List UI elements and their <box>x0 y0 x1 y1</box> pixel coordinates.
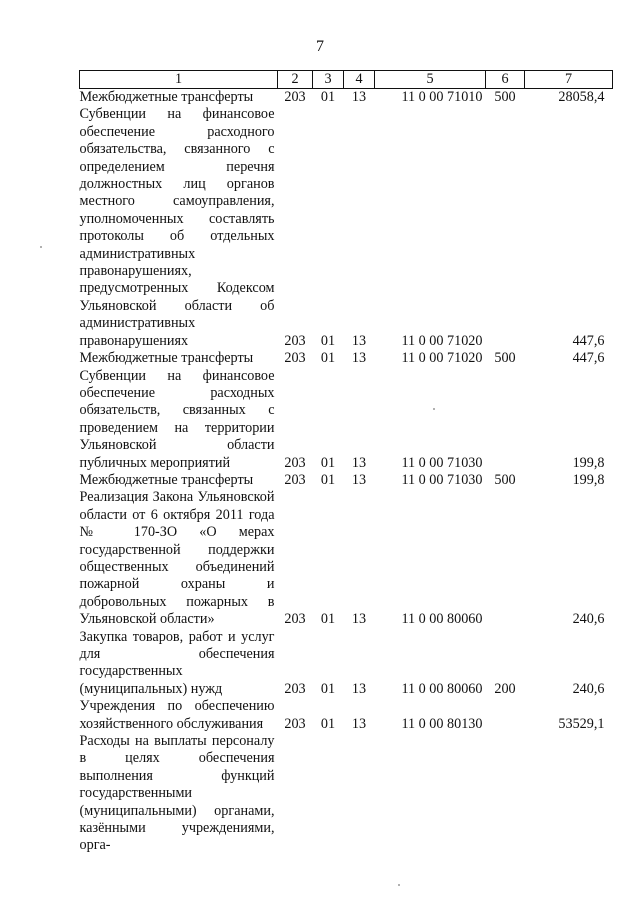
table-row <box>80 368 613 472</box>
section-code-cell: 01 <box>320 611 336 628</box>
expense-type-cell: 500 <box>494 471 516 488</box>
description-cell: Субвенции на финансовое обеспечение расходного обязательства, связанного с определением перечня должностных лиц органов местного самоуправления, уполномоченных составлять протоколы об отдельных административных правонарушениях, предусмотренных Кодексом Ульяновской области об административных правонарушениях <box>79 106 275 349</box>
section-code-cell: 01 <box>320 89 336 105</box>
budget-table <box>79 70 613 855</box>
description-cell: Межбюджетные трансферты <box>79 350 254 367</box>
header-col-3: 3 <box>313 71 344 89</box>
header-col-7: 7 <box>525 71 613 89</box>
expense-type-cell <box>486 106 525 350</box>
grbs-code-cell: 203 <box>284 680 306 697</box>
section-code-cell: 01 <box>320 471 336 488</box>
subsection-code-cell: 13 <box>351 680 367 697</box>
subsection-code-cell: 13 <box>351 611 367 628</box>
target-article-cell: 11 0 00 71010 <box>401 89 483 105</box>
target-article-cell: 11 0 00 71030 <box>401 471 483 488</box>
target-article-cell: 11 0 00 80060 <box>401 611 483 628</box>
table-row <box>80 733 613 855</box>
amount-cell: 199,8 <box>572 454 605 471</box>
grbs-code-cell: 203 <box>284 332 306 349</box>
subsection-code-cell: 13 <box>351 332 367 349</box>
subsection-code-cell: 13 <box>351 89 367 105</box>
target-article-cell: 11 0 00 71030 <box>401 454 483 471</box>
target-article-cell: 11 0 00 71020 <box>401 350 483 367</box>
table-row <box>80 106 613 350</box>
subsection-code-cell: 13 <box>351 715 367 732</box>
expense-type-cell <box>486 698 525 733</box>
table-row <box>80 89 613 107</box>
target-article-cell: 11 0 00 71020 <box>401 332 483 349</box>
subsection-code-cell: 13 <box>351 350 367 367</box>
expense-type-cell <box>486 733 525 855</box>
grbs-code-cell: 203 <box>284 471 306 488</box>
grbs-code-cell <box>278 733 313 855</box>
header-col-6: 6 <box>486 71 525 89</box>
description-cell: Субвенции на финансовое обеспечение расходных обязательств, связанных с проведением на территории Ульяновской области публичных мероприятий <box>79 367 275 471</box>
amount-cell: 447,6 <box>572 350 605 367</box>
description-cell: Расходы на выплаты персоналу в целях обеспечения выполнения функций государственными (муниципальными) органами, казёнными учреждениями, орга- <box>79 733 275 854</box>
section-code-cell: 01 <box>320 350 336 367</box>
scan-speck <box>398 884 400 886</box>
description-cell: Межбюджетные трансферты <box>79 471 254 488</box>
table-body <box>80 89 613 855</box>
table-row <box>80 472 613 489</box>
target-article-cell: 11 0 00 80060 <box>401 680 483 697</box>
header-col-5: 5 <box>375 71 486 89</box>
amount-cell: 28058,4 <box>558 89 605 105</box>
expense-type-cell <box>486 368 525 472</box>
grbs-code-cell: 203 <box>284 611 306 628</box>
page-number: 7 <box>316 38 324 55</box>
scan-speck <box>433 408 435 410</box>
target-article-cell: 11 0 00 80130 <box>401 715 483 732</box>
subsection-code-cell: 13 <box>351 454 367 471</box>
amount-cell: 240,6 <box>572 680 605 697</box>
description-cell: Межбюджетные трансферты <box>79 89 254 105</box>
section-code-cell: 01 <box>320 715 336 732</box>
expense-type-cell: 500 <box>494 350 516 367</box>
subsection-code-cell: 13 <box>351 471 367 488</box>
subsection-code-cell <box>344 733 375 855</box>
grbs-code-cell: 203 <box>284 350 306 367</box>
description-cell: Закупка товаров, работ и услуг для обеспечения государственных (муниципальных) нужд <box>79 628 275 697</box>
grbs-code-cell: 203 <box>284 89 306 105</box>
section-code-cell: 01 <box>320 680 336 697</box>
table-row <box>80 629 613 699</box>
amount-cell: 447,6 <box>572 332 605 349</box>
amount-cell: 53529,1 <box>558 715 605 732</box>
table-row <box>80 698 613 733</box>
table-header <box>80 71 613 89</box>
grbs-code-cell: 203 <box>284 715 306 732</box>
header-col-2: 2 <box>278 71 313 89</box>
scan-speck <box>40 246 42 248</box>
amount-cell <box>525 733 613 855</box>
target-article-cell <box>375 733 486 855</box>
header-col-4: 4 <box>344 71 375 89</box>
section-code-cell: 01 <box>320 332 336 349</box>
grbs-code-cell: 203 <box>284 454 306 471</box>
amount-cell: 240,6 <box>572 611 605 628</box>
amount-cell: 199,8 <box>572 471 605 488</box>
section-code-cell <box>313 733 344 855</box>
header-row <box>80 71 613 89</box>
table-row <box>80 489 613 628</box>
section-code-cell: 01 <box>320 454 336 471</box>
table-row <box>80 350 613 367</box>
expense-type-cell: 200 <box>494 680 516 697</box>
description-cell: Учреждения по обеспечению хозяйственного обслуживания <box>79 698 275 732</box>
header-col-1: 1 <box>80 71 278 89</box>
expense-type-cell: 500 <box>494 89 516 105</box>
expense-type-cell <box>486 489 525 628</box>
description-cell: Реализация Закона Ульяновской области от 6 октября 2011 года № 170-ЗО «О мерах государственной поддержки общественных объединений пожарной охраны и добровольных пожарных в Ульяновской области» <box>79 489 275 628</box>
